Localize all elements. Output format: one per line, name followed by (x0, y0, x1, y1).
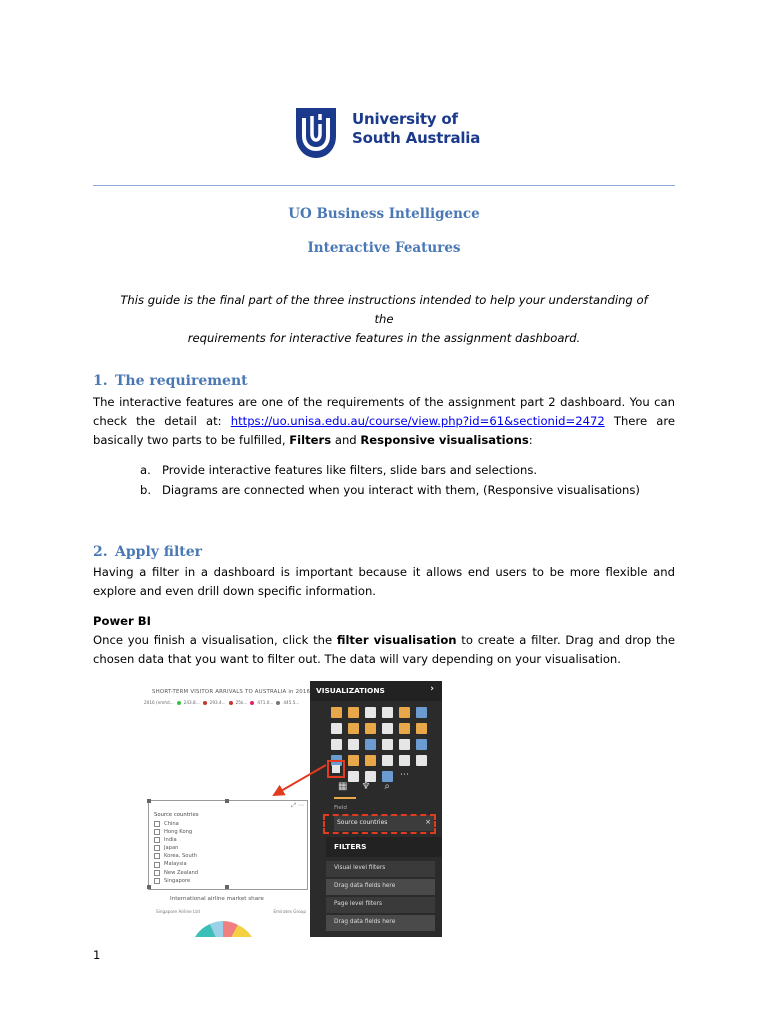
card-icon[interactable] (382, 755, 393, 766)
stacked-column-icon[interactable] (348, 707, 359, 718)
slicer-item[interactable] (154, 869, 198, 877)
legend-item: 293.4... (209, 700, 226, 705)
intro-line-1: This guide is the final part of the three instructions intended to help your understanding of the (120, 293, 648, 326)
filters-header (326, 837, 442, 857)
document-subtitle: Interactive Features (307, 240, 461, 256)
checkbox-icon[interactable] (154, 837, 160, 843)
field-highlight-box (323, 814, 436, 834)
legend-item: 243.8... (183, 700, 200, 705)
pie-chart-title: International airline market share (170, 896, 264, 902)
resize-handle[interactable] (225, 799, 229, 803)
text-run: There are basically two parts to be fulfilled, (93, 414, 675, 447)
source-countries-slicer[interactable] (148, 800, 308, 890)
checkbox-icon[interactable] (154, 870, 160, 876)
analytics-magnifier-icon[interactable]: ⌕ (384, 781, 391, 792)
chart-title: SHORT-TERM VISITOR ARRIVALS TO AUSTRALIA in 2016 (152, 689, 310, 695)
section-1-heading (93, 373, 248, 389)
resize-handle[interactable] (225, 885, 229, 889)
donut-icon[interactable] (365, 739, 376, 750)
visualizations-header (310, 681, 442, 701)
format-paint-roller-icon[interactable]: ♆ (361, 781, 371, 792)
checkbox-icon[interactable] (154, 853, 160, 859)
bold-responsive: Responsive visualisations (360, 433, 529, 447)
list-item (140, 460, 640, 480)
header-divider (93, 185, 675, 186)
legend-item: 471.0... (257, 700, 274, 705)
slicer-icon (332, 765, 340, 773)
visualizations-pane (310, 681, 442, 937)
text-run: Once you finish a visualisation, click the (93, 633, 337, 647)
more-visuals-icon[interactable]: ⋯ (400, 770, 409, 780)
text-run: : (528, 433, 533, 447)
legend-dot (276, 701, 280, 705)
course-link[interactable]: https://uo.unisa.edu.au/course/view.php?id=61&sectionid=2472 (230, 414, 605, 428)
text-run: to create a filter. Drag and drop the chosen data that you want to filter out. The data will vary depending on your visualisation. (93, 633, 675, 666)
waterfall-icon[interactable] (416, 723, 427, 734)
list-item-text: Diagrams are connected when you interact with them, (Responsive visualisations) (162, 483, 640, 497)
slicer-item[interactable] (154, 820, 198, 828)
scatter-icon[interactable] (331, 739, 342, 750)
powerbi-subheading: Power BI (93, 614, 151, 628)
pie-legend (156, 909, 306, 914)
percent-bar-icon[interactable] (399, 707, 410, 718)
text-run: and (331, 433, 361, 447)
checkbox-icon[interactable] (154, 878, 160, 884)
report-canvas (140, 681, 310, 937)
percent-column-icon[interactable] (416, 707, 427, 718)
section-2-heading (93, 544, 202, 560)
pie-label-right: Emirates Group (273, 909, 306, 914)
legend-dot (203, 701, 207, 705)
resize-handle[interactable] (147, 799, 151, 803)
page-number: 1 (93, 948, 101, 962)
intro-paragraph (110, 291, 658, 348)
gauge-icon[interactable] (365, 755, 376, 766)
bold-filters: Filters (289, 433, 332, 447)
red-arrow-annotation (260, 761, 330, 801)
logo-line-2: South Australia (352, 129, 481, 147)
legend-dot (250, 701, 254, 705)
area-chart-icon[interactable] (348, 723, 359, 734)
arrow-line (274, 765, 326, 795)
slicer-item[interactable] (154, 860, 198, 868)
section-2-title: Apply filter (115, 544, 203, 560)
slicer-item-label: China (164, 821, 179, 827)
ribbon-chart-icon[interactable] (399, 723, 410, 734)
powerbi-paragraph (93, 631, 675, 669)
checkbox-icon[interactable] (154, 862, 160, 868)
filter-row-label: Drag data fields here (334, 883, 396, 889)
slicer-item-label: Korea, South (164, 853, 198, 860)
filter-row-label: Visual level filters (334, 865, 386, 871)
section-1-paragraph (93, 393, 675, 450)
list-marker: b. (140, 483, 152, 497)
text-run: The interactive features are one of the requirements of the assignment part 2 dashboard. You can check the detail at: (93, 395, 675, 428)
list-item (140, 480, 640, 500)
chart-legend (144, 700, 299, 705)
slicer-item[interactable] (154, 828, 198, 836)
fields-tab-icon[interactable]: ▦ (338, 781, 348, 792)
logo-text (352, 110, 480, 148)
stacked-bar-icon[interactable] (331, 707, 342, 718)
filter-row-label: Page level filters (334, 901, 383, 907)
slicer-item[interactable] (154, 877, 198, 885)
slicer-item[interactable] (154, 852, 198, 860)
field-label: Field (334, 805, 347, 811)
section-2-paragraph: Having a filter in a dashboard is important because it allows end users to be more flexible and explore and even drill down specific information. (93, 565, 675, 598)
kpi-icon[interactable] (416, 755, 427, 766)
bold-filter-visualisation: filter visualisation (336, 633, 457, 647)
checkbox-icon[interactable] (154, 821, 160, 827)
requirements-list (140, 460, 640, 500)
filter-row-label: Drag data fields here (334, 919, 396, 925)
field-well-value: Source countries (337, 819, 388, 826)
collapse-chevron-icon[interactable]: › (430, 684, 434, 694)
filters-title: FILTERS (334, 842, 367, 851)
slicer-item-label: Singapore (164, 877, 191, 884)
slicer-title: Source countries (154, 812, 199, 818)
document-title: UO Business Intelligence (288, 206, 480, 222)
legend-item: 25k... (235, 700, 248, 705)
logo-line-1: University of (352, 110, 458, 128)
slicer-item[interactable] (154, 836, 198, 844)
slicer-more-icon[interactable]: ⤢ ⋯ (291, 802, 304, 809)
intro-line-2: requirements for interactive features in the assignment dashboard. (187, 331, 581, 345)
slicer-list (154, 820, 198, 885)
clustered-column-icon[interactable] (382, 707, 393, 718)
map-icon[interactable] (399, 739, 410, 750)
legend-prefix: 2016 (nmhd... (144, 700, 174, 705)
list-item-text: Provide interactive features like filters, slide bars and selections. (162, 463, 538, 477)
section-1-number: 1. (93, 373, 108, 389)
slicer-item-label: India (164, 837, 177, 844)
resize-handle[interactable] (147, 885, 151, 889)
filter-row (326, 861, 435, 877)
legend-dot (229, 701, 233, 705)
slicer-item-label: Hong Kong (164, 829, 193, 836)
checkbox-icon[interactable] (154, 829, 160, 835)
section-1-title: The requirement (115, 373, 248, 389)
slicer-item-label: New Zealand (164, 869, 199, 876)
filter-drop-zone[interactable] (326, 879, 435, 895)
slicer-item-label: Japan (164, 845, 179, 852)
multirow-card-icon[interactable] (399, 755, 410, 766)
remove-field-icon[interactable]: × (425, 818, 431, 826)
legend-item: 445.5... (283, 700, 300, 705)
treemap-icon[interactable] (382, 739, 393, 750)
active-tab-indicator (334, 797, 356, 799)
unisa-crest-icon (294, 106, 338, 160)
pie-chart (188, 915, 258, 937)
legend-dot (177, 701, 181, 705)
unisa-logo (294, 106, 480, 160)
globe-icon[interactable] (416, 739, 427, 750)
visual-type-grid (331, 707, 430, 785)
pie-label-left: Singapore Airline Ltd (156, 909, 200, 914)
funnel-icon[interactable] (348, 755, 359, 766)
list-marker: a. (140, 463, 151, 477)
pane-tools (338, 781, 390, 792)
line-chart-icon[interactable] (331, 723, 342, 734)
pie-icon[interactable] (348, 739, 359, 750)
filter-row (326, 897, 435, 913)
powerbi-screenshot (140, 681, 442, 937)
clustered-bar-icon[interactable] (365, 707, 376, 718)
section-2-number: 2. (93, 544, 108, 560)
line-column-icon[interactable] (382, 723, 393, 734)
stacked-area-icon[interactable] (365, 723, 376, 734)
slicer-item[interactable] (154, 844, 198, 852)
checkbox-icon[interactable] (154, 845, 160, 851)
slicer-item-label: Malaysia (164, 861, 187, 868)
visualizations-title: VISUALIZATIONS (316, 686, 385, 695)
filter-drop-zone[interactable] (326, 915, 435, 931)
